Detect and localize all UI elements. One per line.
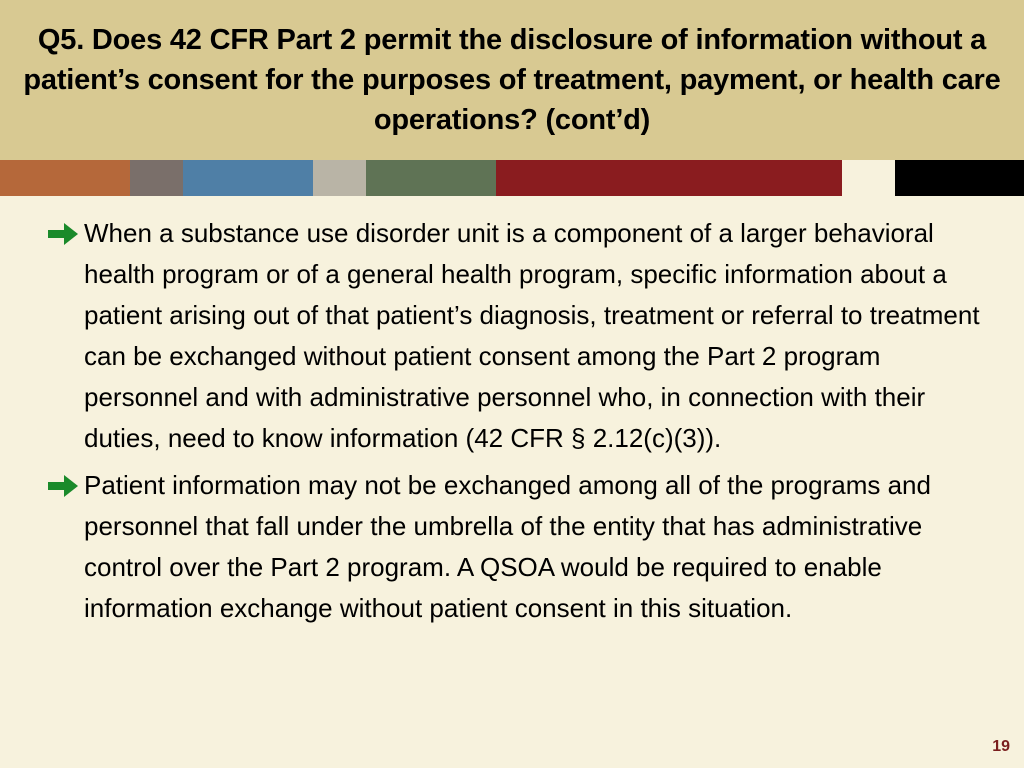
stripe-segment-gray	[313, 160, 366, 196]
bullet-text: When a substance use disorder unit is a component of a larger behavioral health program or of a general health program, specific information about a patient arising out of that patient’s diagnosis, treatment or referral to treatment can be exchanged without patient consent among the Part 2 program personnel and with administrative personnel who, in connection with their duties, need to know information (42 CFR § 2.12(c)(3)).	[84, 218, 980, 453]
stripe-segment-green	[366, 160, 496, 196]
stripe-segment-orange	[0, 160, 130, 196]
arrow-right-icon	[46, 222, 80, 246]
bullet-item	[46, 213, 986, 459]
color-stripe	[0, 160, 1024, 196]
stripe-segment-red	[496, 160, 842, 196]
bullet-item	[46, 465, 986, 629]
title-band	[0, 0, 1024, 160]
stripe-segment-blue	[183, 160, 313, 196]
bullet-list	[46, 213, 986, 635]
stripe-segment-cream	[842, 160, 895, 196]
page-number: 19	[992, 738, 1010, 755]
slide-title: Q5. Does 42 CFR Part 2 permit the disclosure of information without a patient’s consent for the purposes of treatment, payment, or health care operations? (cont’d)	[23, 24, 1001, 136]
stripe-segment-taupe	[130, 160, 183, 196]
bullet-text: Patient information may not be exchanged among all of the programs and personnel that fall under the umbrella of the entity that has administrative control over the Part 2 program. A QSOA would be required to enable information exchange without patient consent in this situation.	[84, 470, 931, 623]
stripe-segment-black	[895, 160, 1024, 196]
arrow-right-icon	[46, 474, 80, 498]
